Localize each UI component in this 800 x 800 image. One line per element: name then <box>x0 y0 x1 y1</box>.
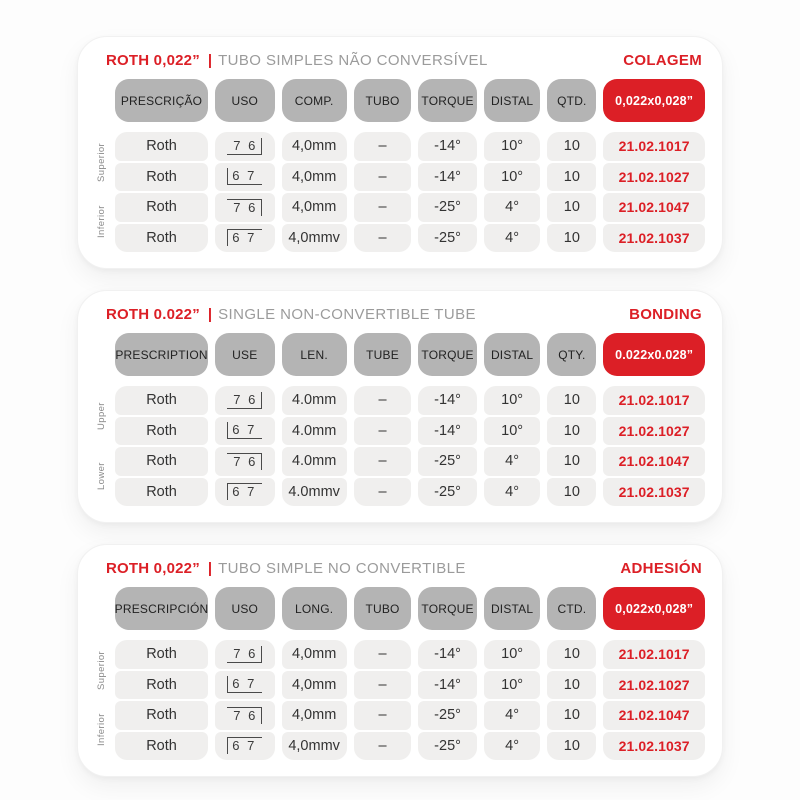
column-header-prescription: PRESCRIPTION <box>115 333 208 376</box>
column-torque <box>418 333 477 506</box>
product-code-cell: 21.02.1047 <box>603 447 705 476</box>
cell-tube: – <box>354 417 412 446</box>
column-header-length: LEN. <box>282 333 347 376</box>
cell-length: 4,0mm <box>282 640 347 669</box>
column-qty <box>547 79 596 252</box>
cell-tube: – <box>354 671 412 700</box>
column-qty <box>547 333 596 506</box>
column-use <box>215 333 274 506</box>
cell-distal: 4° <box>484 224 541 253</box>
gutter-labels <box>95 640 108 760</box>
cell-qty: 10 <box>547 640 596 669</box>
product-code-cell: 21.02.1037 <box>603 732 705 761</box>
cell-tube: – <box>354 732 412 761</box>
column-cells <box>547 386 596 506</box>
cell-prescription: Roth <box>115 417 208 446</box>
system-size-label: ROTH 0,022” <box>106 560 200 577</box>
column-cells <box>115 640 208 760</box>
cell-length: 4,0mm <box>282 163 347 192</box>
column-distal <box>484 587 541 760</box>
cell-torque: -25° <box>418 193 477 222</box>
cell-prescription: Roth <box>115 732 208 761</box>
cell-use <box>215 447 274 476</box>
column-prescription <box>115 333 208 506</box>
column-distal <box>484 333 541 506</box>
column-code <box>603 587 705 760</box>
column-tube <box>354 79 412 252</box>
column-header-torque: TORQUE <box>418 333 477 376</box>
cell-tube: – <box>354 701 412 730</box>
cell-length: 4,0mm <box>282 671 347 700</box>
product-code-cell: 21.02.1037 <box>603 478 705 507</box>
cell-torque: -14° <box>418 163 477 192</box>
column-cells <box>418 132 477 252</box>
column-cells <box>547 132 596 252</box>
system-size-label: ROTH 0.022” <box>106 306 200 323</box>
cell-qty: 10 <box>547 386 596 415</box>
column-cells <box>354 132 412 252</box>
row-group-gutter <box>95 333 108 506</box>
card-title-row <box>95 305 705 324</box>
gutter-spacer <box>95 79 108 132</box>
column-header-distal: DISTAL <box>484 333 541 376</box>
cell-use <box>215 701 274 730</box>
cell-torque: -14° <box>418 640 477 669</box>
cell-qty: 10 <box>547 163 596 192</box>
cell-use <box>215 732 274 761</box>
column-cells <box>354 386 412 506</box>
column-code <box>603 79 705 252</box>
cell-length: 4,0mm <box>282 132 347 161</box>
slot-size-badge: 0.022x0.028” <box>603 333 705 376</box>
column-use <box>215 79 274 252</box>
column-length <box>282 79 347 252</box>
cell-length: 4,0mm <box>282 701 347 730</box>
product-table <box>95 333 705 506</box>
tooth-quadrant-icon: 7 6 <box>227 138 262 155</box>
product-code-cell: 21.02.1027 <box>603 417 705 446</box>
cell-prescription: Roth <box>115 386 208 415</box>
cell-tube: – <box>354 163 412 192</box>
cell-use <box>215 671 274 700</box>
cell-prescription: Roth <box>115 163 208 192</box>
column-cells <box>282 132 347 252</box>
cell-prescription: Roth <box>115 671 208 700</box>
cell-qty: 10 <box>547 732 596 761</box>
column-prescription <box>115 587 208 760</box>
column-qty <box>547 587 596 760</box>
cell-use <box>215 640 274 669</box>
column-cells <box>603 640 705 760</box>
column-length <box>282 333 347 506</box>
cell-tube: – <box>354 447 412 476</box>
cell-torque: -25° <box>418 478 477 507</box>
gutter-labels <box>95 386 108 506</box>
application-label: ADHESIÓN <box>620 560 702 577</box>
cell-qty: 10 <box>547 417 596 446</box>
cell-distal: 4° <box>484 447 541 476</box>
cell-torque: -14° <box>418 417 477 446</box>
cell-use <box>215 132 274 161</box>
column-header-tube: TUBE <box>354 333 412 376</box>
column-header-qty: CTD. <box>547 587 596 630</box>
column-header-distal: DISTAL <box>484 79 541 122</box>
column-header-length: LONG. <box>282 587 347 630</box>
row-group-label-lower: Lower <box>96 462 107 490</box>
slot-size-badge: 0,022x0,028” <box>603 587 705 630</box>
cell-distal: 10° <box>484 671 541 700</box>
column-tube <box>354 333 412 506</box>
slot-size-badge: 0,022x0,028” <box>603 79 705 122</box>
tooth-quadrant-icon: 7 6 <box>227 646 262 663</box>
cell-length: 4,0mm <box>282 193 347 222</box>
tooth-quadrant-icon: 7 6 <box>227 199 262 216</box>
cell-distal: 10° <box>484 386 541 415</box>
cell-use <box>215 478 274 507</box>
product-code-cell: 21.02.1017 <box>603 132 705 161</box>
product-name-label: TUBO SIMPLE NO CONVERTIBLE <box>218 560 466 577</box>
cell-qty: 10 <box>547 701 596 730</box>
product-name-label: SINGLE NON-CONVERTIBLE TUBE <box>218 306 476 323</box>
column-header-distal: DISTAL <box>484 587 541 630</box>
title-separator: | <box>207 52 213 69</box>
cell-qty: 10 <box>547 447 596 476</box>
cell-distal: 4° <box>484 193 541 222</box>
column-header-use: USE <box>215 333 274 376</box>
column-cells <box>215 640 274 760</box>
cell-prescription: Roth <box>115 478 208 507</box>
column-header-prescription: PRESCRIÇÃO <box>115 79 208 122</box>
column-header-tube: TUBO <box>354 79 412 122</box>
product-name-label: TUBO SIMPLES NÃO CONVERSÍVEL <box>218 52 488 69</box>
column-torque <box>418 79 477 252</box>
cell-length: 4.0mm <box>282 417 347 446</box>
column-header-prescription: PRESCRIPCIÓN <box>115 587 208 630</box>
column-length <box>282 587 347 760</box>
product-code-cell: 21.02.1027 <box>603 671 705 700</box>
system-size-label: ROTH 0,022” <box>106 52 200 69</box>
cell-qty: 10 <box>547 193 596 222</box>
cell-distal: 10° <box>484 163 541 192</box>
cell-use <box>215 417 274 446</box>
product-code-cell: 21.02.1017 <box>603 640 705 669</box>
cell-tube: – <box>354 640 412 669</box>
cell-distal: 10° <box>484 417 541 446</box>
product-code-cell: 21.02.1047 <box>603 701 705 730</box>
column-cells <box>215 386 274 506</box>
title-separator: | <box>207 560 213 577</box>
column-cells <box>282 386 347 506</box>
row-group-label-lower: Inferior <box>96 205 107 239</box>
cell-prescription: Roth <box>115 224 208 253</box>
cell-torque: -25° <box>418 732 477 761</box>
column-header-use: USO <box>215 79 274 122</box>
row-group-label-lower: Inferior <box>96 713 107 747</box>
title-separator: | <box>207 306 213 323</box>
cell-qty: 10 <box>547 478 596 507</box>
cell-length: 4.0mm <box>282 386 347 415</box>
column-header-length: COMP. <box>282 79 347 122</box>
cell-use <box>215 193 274 222</box>
tooth-quadrant-icon: 7 6 <box>227 392 262 409</box>
column-use <box>215 587 274 760</box>
cell-prescription: Roth <box>115 132 208 161</box>
cell-qty: 10 <box>547 224 596 253</box>
column-header-qty: QTD. <box>547 79 596 122</box>
cell-prescription: Roth <box>115 193 208 222</box>
cell-length: 4,0mmv <box>282 224 347 253</box>
column-distal <box>484 79 541 252</box>
row-group-label-upper: Superior <box>96 142 107 182</box>
column-cells <box>484 132 541 252</box>
cell-qty: 10 <box>547 132 596 161</box>
cell-torque: -14° <box>418 671 477 700</box>
row-group-label-upper: Upper <box>96 402 107 430</box>
cell-torque: -25° <box>418 701 477 730</box>
cell-torque: -25° <box>418 447 477 476</box>
product-table <box>95 587 705 760</box>
column-code <box>603 333 705 506</box>
cell-use <box>215 386 274 415</box>
product-code-cell: 21.02.1027 <box>603 163 705 192</box>
tooth-quadrant-icon: 6 7 <box>227 422 262 439</box>
row-group-gutter <box>95 79 108 252</box>
tooth-quadrant-icon: 7 6 <box>227 453 262 470</box>
cell-length: 4.0mm <box>282 447 347 476</box>
column-prescription <box>115 79 208 252</box>
column-cells <box>547 640 596 760</box>
column-header-torque: TORQUE <box>418 587 477 630</box>
column-cells <box>484 640 541 760</box>
product-table-card <box>77 290 723 523</box>
gutter-spacer <box>95 333 108 386</box>
product-code-cell: 21.02.1037 <box>603 224 705 253</box>
product-table-card <box>77 544 723 777</box>
cell-prescription: Roth <box>115 447 208 476</box>
tooth-quadrant-icon: 6 7 <box>227 676 262 693</box>
cell-tube: – <box>354 386 412 415</box>
cell-distal: 4° <box>484 732 541 761</box>
cell-use <box>215 163 274 192</box>
card-title-row <box>95 559 705 578</box>
column-cells <box>484 386 541 506</box>
column-header-tube: TUBO <box>354 587 412 630</box>
column-header-use: USO <box>215 587 274 630</box>
cell-length: 4,0mmv <box>282 732 347 761</box>
column-cells <box>215 132 274 252</box>
tooth-quadrant-icon: 6 7 <box>227 737 262 754</box>
cell-torque: -14° <box>418 386 477 415</box>
row-group-label-upper: Superior <box>96 650 107 690</box>
product-table-card <box>77 36 723 269</box>
cell-prescription: Roth <box>115 640 208 669</box>
cell-tube: – <box>354 478 412 507</box>
application-label: COLAGEM <box>623 52 702 69</box>
tooth-quadrant-icon: 6 7 <box>227 483 262 500</box>
cell-use <box>215 224 274 253</box>
cell-distal: 4° <box>484 701 541 730</box>
row-group-gutter <box>95 587 108 760</box>
column-header-torque: TORQUE <box>418 79 477 122</box>
gutter-spacer <box>95 587 108 640</box>
gutter-labels <box>95 132 108 252</box>
tooth-quadrant-icon: 7 6 <box>227 707 262 724</box>
cell-distal: 4° <box>484 478 541 507</box>
column-header-qty: QTY. <box>547 333 596 376</box>
column-cells <box>418 386 477 506</box>
column-cells <box>282 640 347 760</box>
cell-tube: – <box>354 132 412 161</box>
card-title-row <box>95 51 705 70</box>
column-cells <box>603 386 705 506</box>
product-code-cell: 21.02.1017 <box>603 386 705 415</box>
product-table <box>95 79 705 252</box>
tooth-quadrant-icon: 6 7 <box>227 168 262 185</box>
cell-length: 4.0mmv <box>282 478 347 507</box>
column-cells <box>115 386 208 506</box>
column-tube <box>354 587 412 760</box>
cell-tube: – <box>354 193 412 222</box>
cell-tube: – <box>354 224 412 253</box>
column-cells <box>354 640 412 760</box>
tooth-quadrant-icon: 6 7 <box>227 229 262 246</box>
column-cells <box>115 132 208 252</box>
column-cells <box>603 132 705 252</box>
cell-torque: -25° <box>418 224 477 253</box>
column-cells <box>418 640 477 760</box>
cell-qty: 10 <box>547 671 596 700</box>
column-torque <box>418 587 477 760</box>
cell-torque: -14° <box>418 132 477 161</box>
product-code-cell: 21.02.1047 <box>603 193 705 222</box>
cell-prescription: Roth <box>115 701 208 730</box>
application-label: BONDING <box>629 306 702 323</box>
cell-distal: 10° <box>484 132 541 161</box>
cell-distal: 10° <box>484 640 541 669</box>
